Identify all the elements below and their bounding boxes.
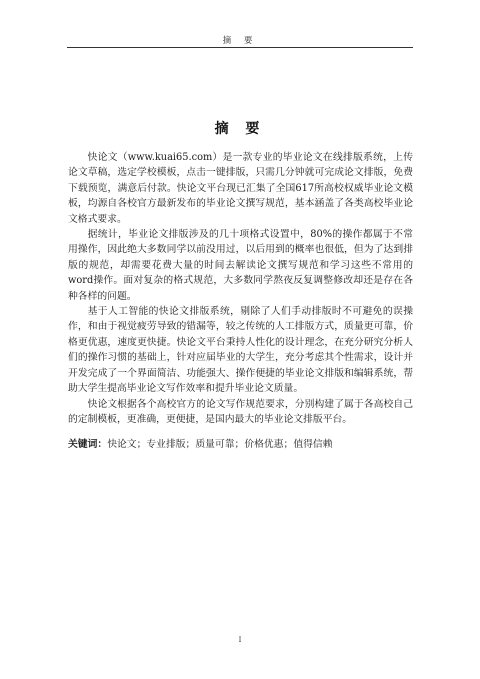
page-number: I xyxy=(238,636,242,644)
abstract-paragraph-4: 快论文根据各个高校官方的论文写作规范要求，分别构建了属于各高校自己的定制模板，更准确，更便捷，是国内最大的毕业论文排版平台。 xyxy=(68,398,413,425)
page-title: 摘 要 xyxy=(214,121,266,137)
header-rule xyxy=(67,47,413,48)
keywords-text: 快论文；专业排版；质量可靠；价格优惠；值得信赖 xyxy=(107,439,333,451)
abstract-paragraph-1: 快论文（www.kuai65.com）是一款专业的毕业论文在线排版系统，上传论文草稿，选定学校模板，点击一键排版，只需几分钟就可完成论文排版，免费下载预览，满意后付款。快论文平台现已汇集了全国617所高校权威毕业论文模板，均源自各校官方最新发布的毕业论文撰写规范，基本涵盖了各类高校毕业论文格式要求。 xyxy=(68,152,413,225)
abstract-paragraph-2: 据统计，毕业论文排版涉及的几十项格式设置中，80%的操作都属于不常用操作，因此绝大多数同学以前没用过，以后用到的概率也很低，但为了达到排版的规范，却需要花费大量的时间去解读论文撰写规范和学习这些不常用的word操作。面对复杂的格式规范，大多数同学熬夜反复调整修改却还是存在各种各样的问题。 xyxy=(68,229,413,302)
abstract-paragraph-3: 基于人工智能的快论文排版系统，剔除了人们手动排版时不可避免的误操作，和由于视觉疲劳导致的错漏等，较之传统的人工排版方式，质量更可靠，价格更优惠，速度更快捷。快论文平台秉持人性化的设计理念，在充分研究分析人们的操作习惯的基础上，针对应届毕业的大学生，充分考虑其个性需求，设计并开发完成了一个界面简洁、功能强大、操作便捷的毕业论文排版和编辑系统，帮助大学生提高毕业论文写作效率和提升毕业论文质量。 xyxy=(68,306,413,395)
running-header: 摘 要 xyxy=(222,36,258,46)
keywords-label: 关键词： xyxy=(68,439,108,451)
abstract-body xyxy=(68,150,413,453)
keywords-line xyxy=(68,437,413,452)
